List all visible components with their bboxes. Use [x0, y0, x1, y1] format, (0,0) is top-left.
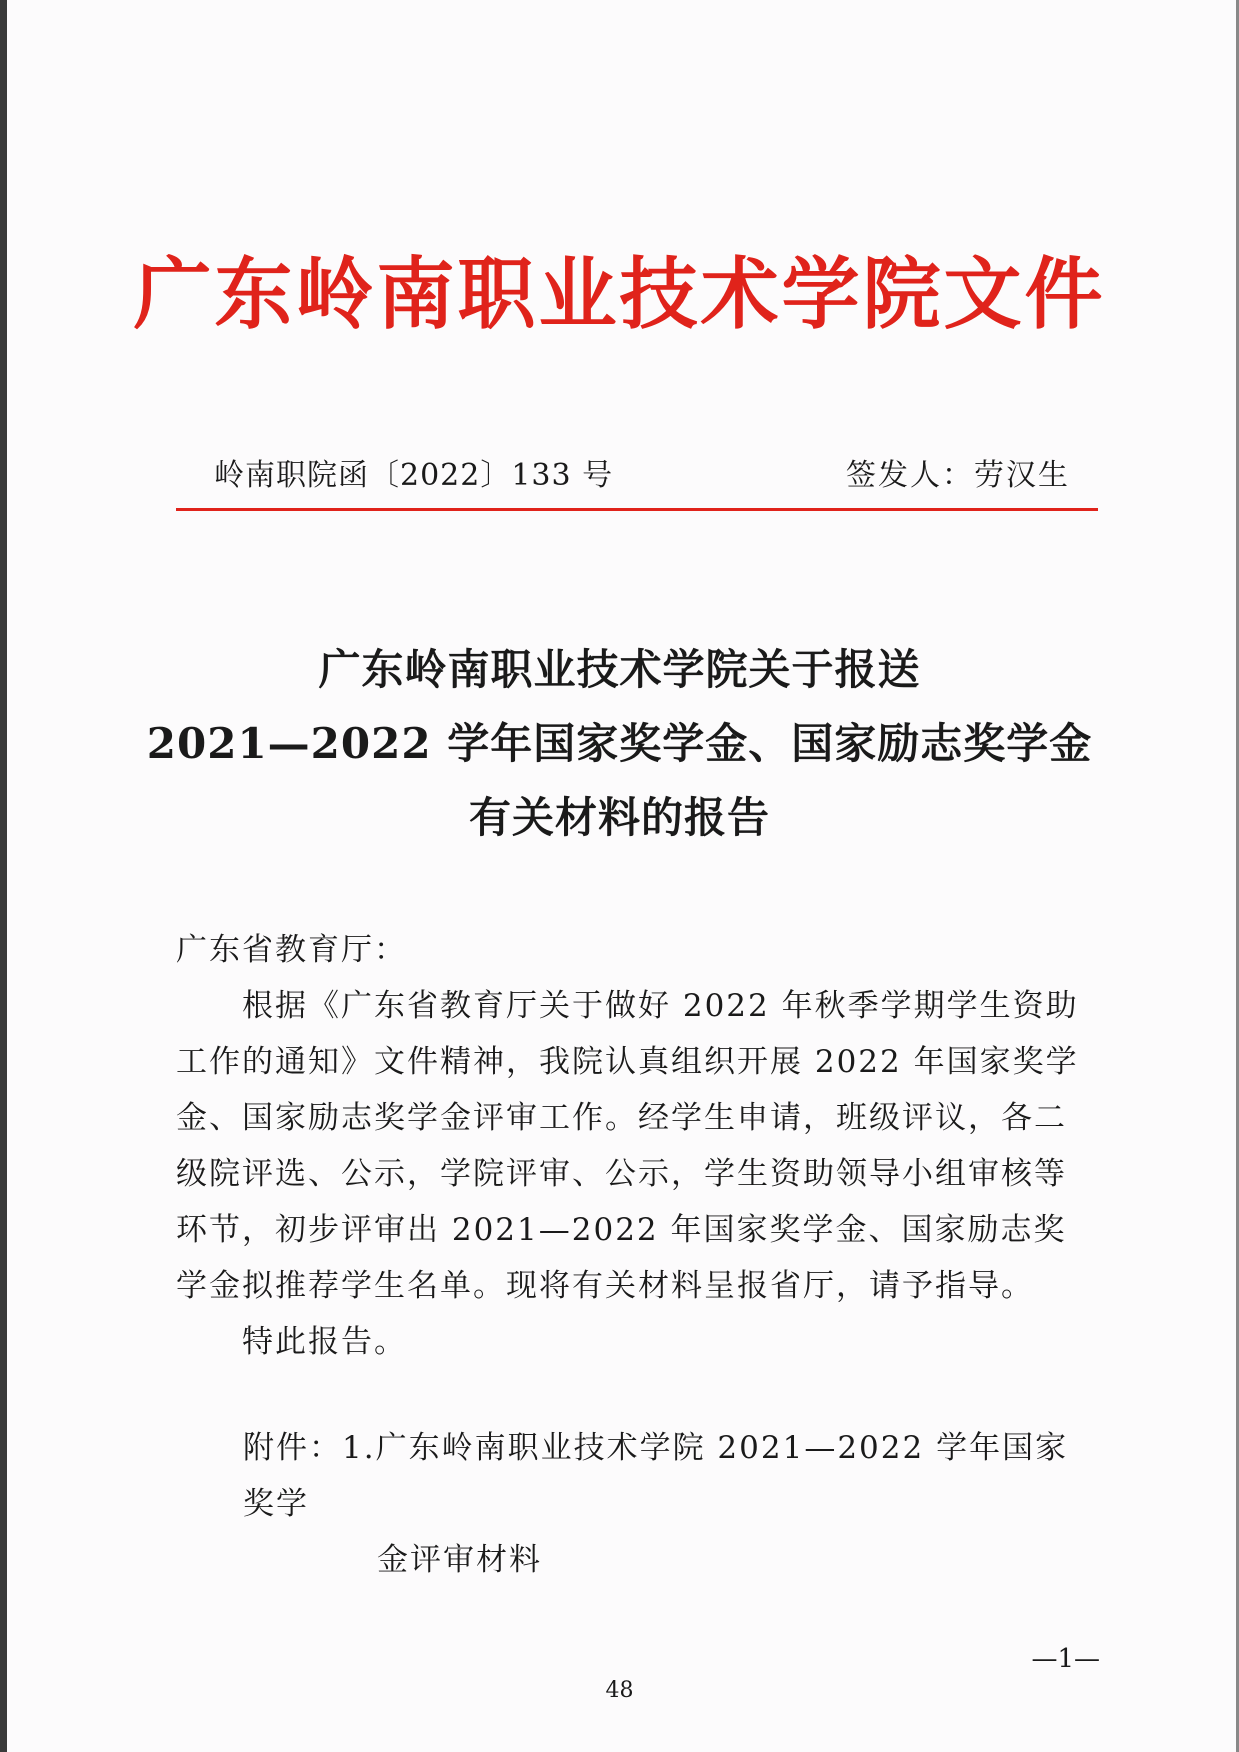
- report-title-line-2: 2021—2022 学年国家奖学金、国家励志奖学金: [146, 719, 1093, 768]
- closing-line: 特此报告。: [242, 1324, 407, 1360]
- signer: 签发人：劳汉生: [846, 458, 1070, 493]
- report-title-line-1: 广东岭南职业技术学院关于报送: [318, 645, 921, 694]
- body-text: [176, 922, 1096, 1370]
- red-divider-line: [176, 508, 1098, 511]
- attachment-line-1: 附件：1.广东岭南职业技术学院 2021—2022 学年国家奖学: [243, 1430, 1069, 1522]
- attachment-line-2: 金评审材料: [377, 1542, 542, 1578]
- attachment: [243, 1420, 1093, 1588]
- document-number: 岭南职院函〔2022〕133 号: [214, 458, 614, 493]
- page-number: —1—: [1031, 1644, 1100, 1674]
- scan-page-number: 48: [605, 1678, 634, 1703]
- body-paragraph: 根据《广东省教育厅关于做好 2022 年秋季学期学生资助工作的通知》文件精神，我院认真组织开展 2022 年国家奖学金、国家励志奖学金评审工作。经学生申请，班级评议，各二级院评选、公示，学院评审、公示，学生资助领导小组审核等环节，初步评审出 2021—2022 年国家奖学金、国家励志奖学金拟推荐学生名单。现将有关材料呈报省厅，请予指导。: [176, 988, 1079, 1304]
- salutation: 广东省教育厅：: [176, 932, 407, 968]
- report-title-line-3: 有关材料的报告: [468, 793, 770, 842]
- org-header-title: 广东岭南职业技术学院文件: [133, 249, 1106, 340]
